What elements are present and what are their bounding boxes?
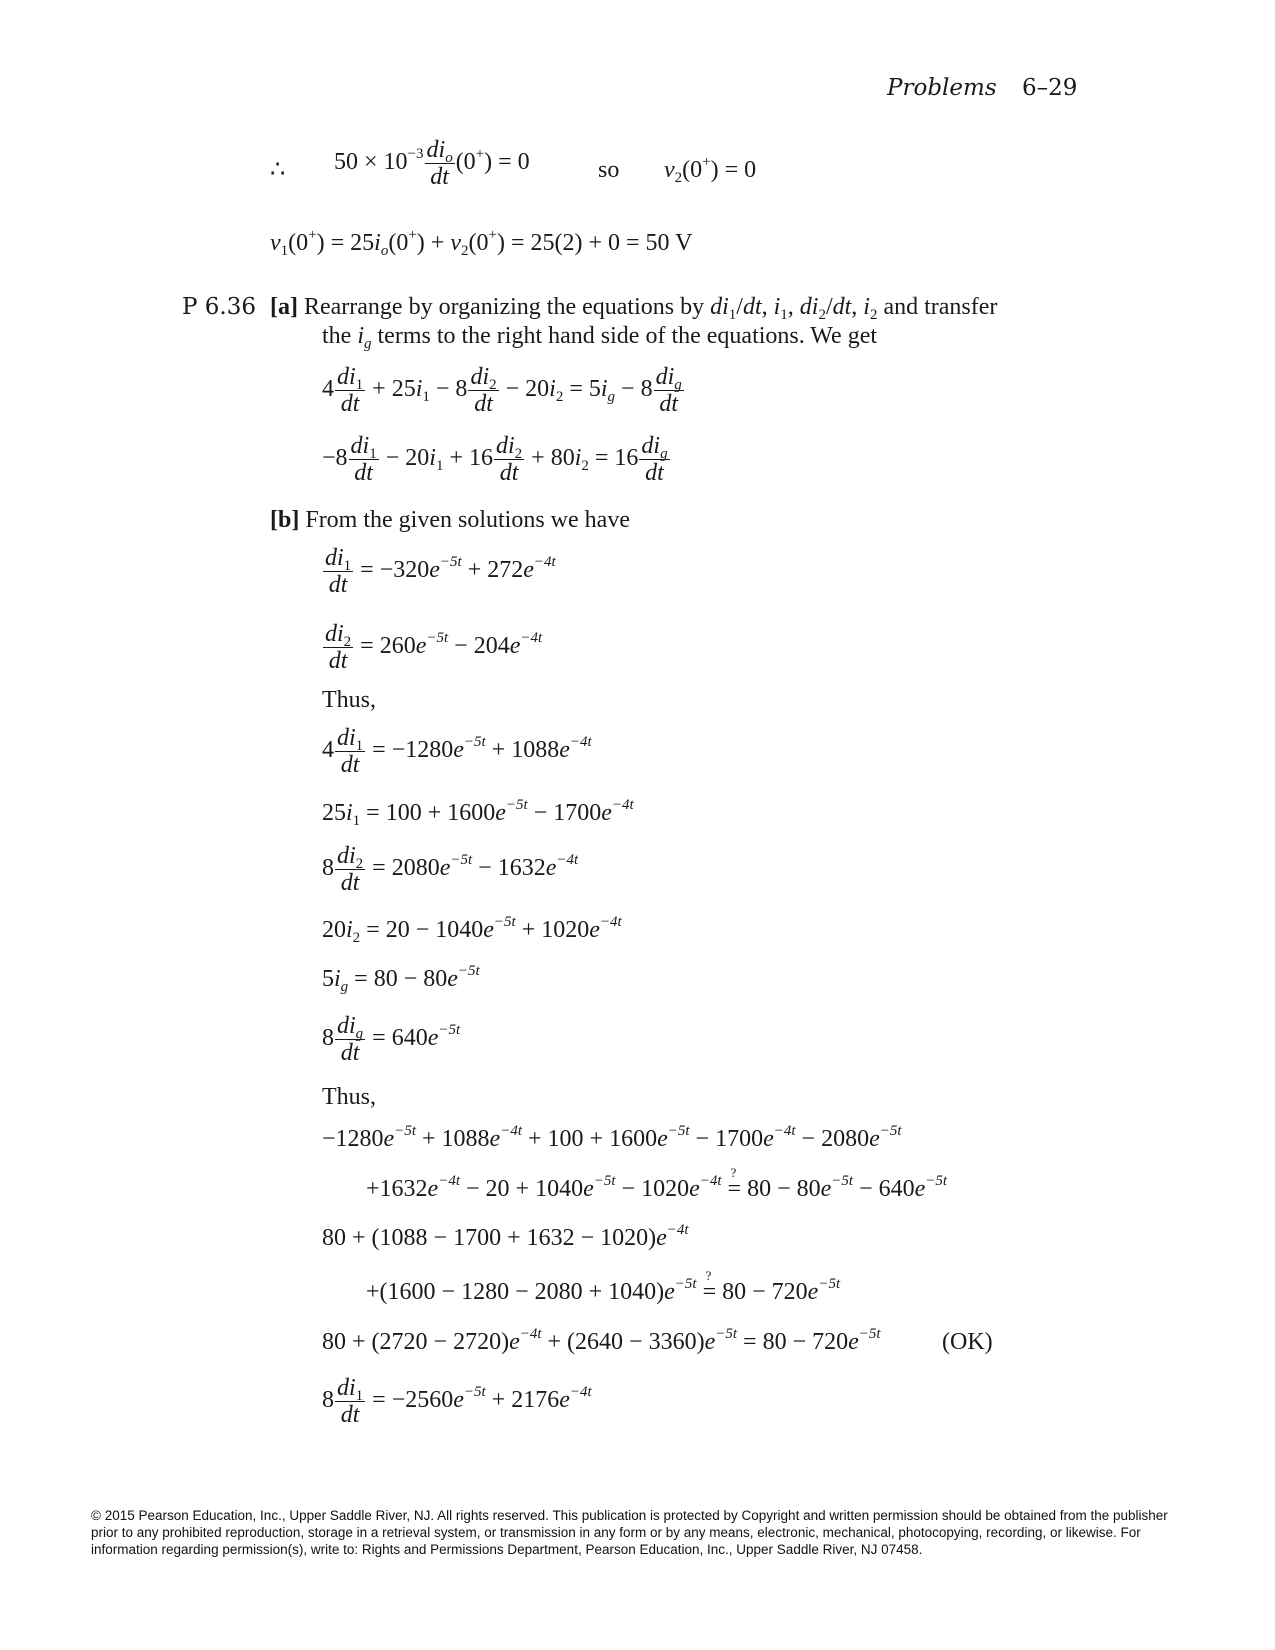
equation-check-4: $+(1600 - 1280 - 2080 + 1040)e^{-5t}$ = ? $80 - 720e^{-5t}$ <box>366 1278 840 1306</box>
part-b-line <box>270 506 630 534</box>
part-b-label: [b] <box>270 507 300 533</box>
running-header-section: Problems <box>887 75 997 101</box>
equation-dio-dt: $50 \times 10^{-3}$ $\frac{di_o}{dt}$ (0+) = 0 <box>334 137 530 190</box>
part-a-text: Rearrange by organizing the equations by <box>303 294 705 320</box>
part-a-text-the: the <box>322 323 352 349</box>
equation-check-2: $+1632e^{-4t} - 20 + 1040e^{-5t} - 1020e^{-4t}$ = ? $80 - 80e^{-5t} - 640e^{-5t}$ <box>366 1175 947 1203</box>
equation-a2: −8 $\frac{di_1}{dt}$ − $20i_1 + 16$ $\frac{di_2}{dt}$ + $80i_2 = 16$ $\frac{di_g}{dt}$ <box>322 433 668 486</box>
copyright-footer: © 2015 Pearson Education, Inc., Upper Saddle River, NJ. All rights reserved. This publication is protected by Copyright and written permission should be obtained from the publisher prior to any prohibited reproduction, storage in a retrieval system, or transmission in any form or by any means, electronic, mechanical, photocopying, recording, or likewise. For information regarding permission(s), write to: Rights and Permissions Department, Pearson Education, Inc., Upper Saddle River, NJ 07458. <box>91 1508 1168 1557</box>
v1-result: = 25(2) + 0 = 50 V <box>510 230 693 256</box>
equation-v1: $v_1(0^+) = 25i_o(0^+) + v_2(0^+) = 25(2) + 0 = 50$ V <box>270 227 693 259</box>
equation-v2: $v_2(0^+) = 0$ <box>664 154 757 186</box>
so-word: so <box>598 157 620 183</box>
part-a-text-rest: terms to the right hand side of the equations. We get <box>377 323 878 349</box>
equation-b5: 8 $\frac{di_2}{dt}$ = $2080e^{-5t} - 1632e^{-4t}$ <box>322 843 579 896</box>
therefore-symbol: ∴ <box>270 157 286 183</box>
equation-b7: $5i_g = 80 - 80e^{-5t}$ <box>322 963 480 995</box>
part-a-line-1: [a] Rearrange by organizing the equations by $di_1/dt$, $i_1$, $di_2/dt$, $i_2$ and transfer <box>270 294 998 323</box>
ok-note: (OK) <box>942 1329 993 1355</box>
equation-check-5: $80 + (2720 - 2720)e^{-4t} + (2640 - 3360)e^{-5t} = 80 - 720e^{-5t}$ <box>322 1326 881 1355</box>
part-a-text-cont: and transfer <box>883 294 998 320</box>
problem-number: P 6.36 <box>182 294 256 320</box>
equation-b4: $25i_1 = 100 + 1600e^{-5t} - 1700e^{-4t}$ <box>322 797 634 829</box>
equation-b3: 4 $\frac{di_1}{dt}$ = $-1280e^{-5t} + 1088e^{-4t}$ <box>322 725 592 778</box>
equation-b6: $20i_2 = 20 - 1040e^{-5t} + 1020e^{-4t}$ <box>322 914 622 946</box>
part-a-label: [a] <box>270 294 298 320</box>
equation-a1: 4 $\frac{di_1}{dt}$ + $25i_1 - 8$ $\frac{di_2}{dt}$ − $20i_2 = 5i_g - 8$ $\frac{di_g}{dt}$ <box>322 364 682 417</box>
equation-b8: 8 $\frac{di_g}{dt}$ = $640e^{-5t}$ <box>322 1013 461 1066</box>
thus-label-1: Thus, <box>322 687 376 713</box>
part-a-line-2: the $i_g$ terms to the right hand side of the equations. We get <box>322 323 878 352</box>
equation-b1: $\frac{di_1}{dt}$ = $-320e^{-5t} + 272e^{-4t}$ <box>325 545 556 598</box>
thus-label-2: Thus, <box>322 1084 376 1110</box>
part-b-text: From the given solutions we have <box>305 507 630 533</box>
equation-check-3: $80 + (1088 - 1700 + 1632 - 1020)e^{-4t}$ <box>322 1222 689 1251</box>
equation-b2: $\frac{di_2}{dt}$ = $260e^{-5t} - 204e^{-4t}$ <box>325 621 543 674</box>
equation-check-1: $-1280e^{-5t} + 1088e^{-4t} + 100 + 1600e^{-5t} - 1700e^{-4t} - 2080e^{-5t}$ <box>322 1123 902 1152</box>
equation-b9: 8 $\frac{di_1}{dt}$ = $-2560e^{-5t} + 2176e^{-4t}$ <box>322 1375 592 1428</box>
page-number: 6–29 <box>1022 75 1078 101</box>
